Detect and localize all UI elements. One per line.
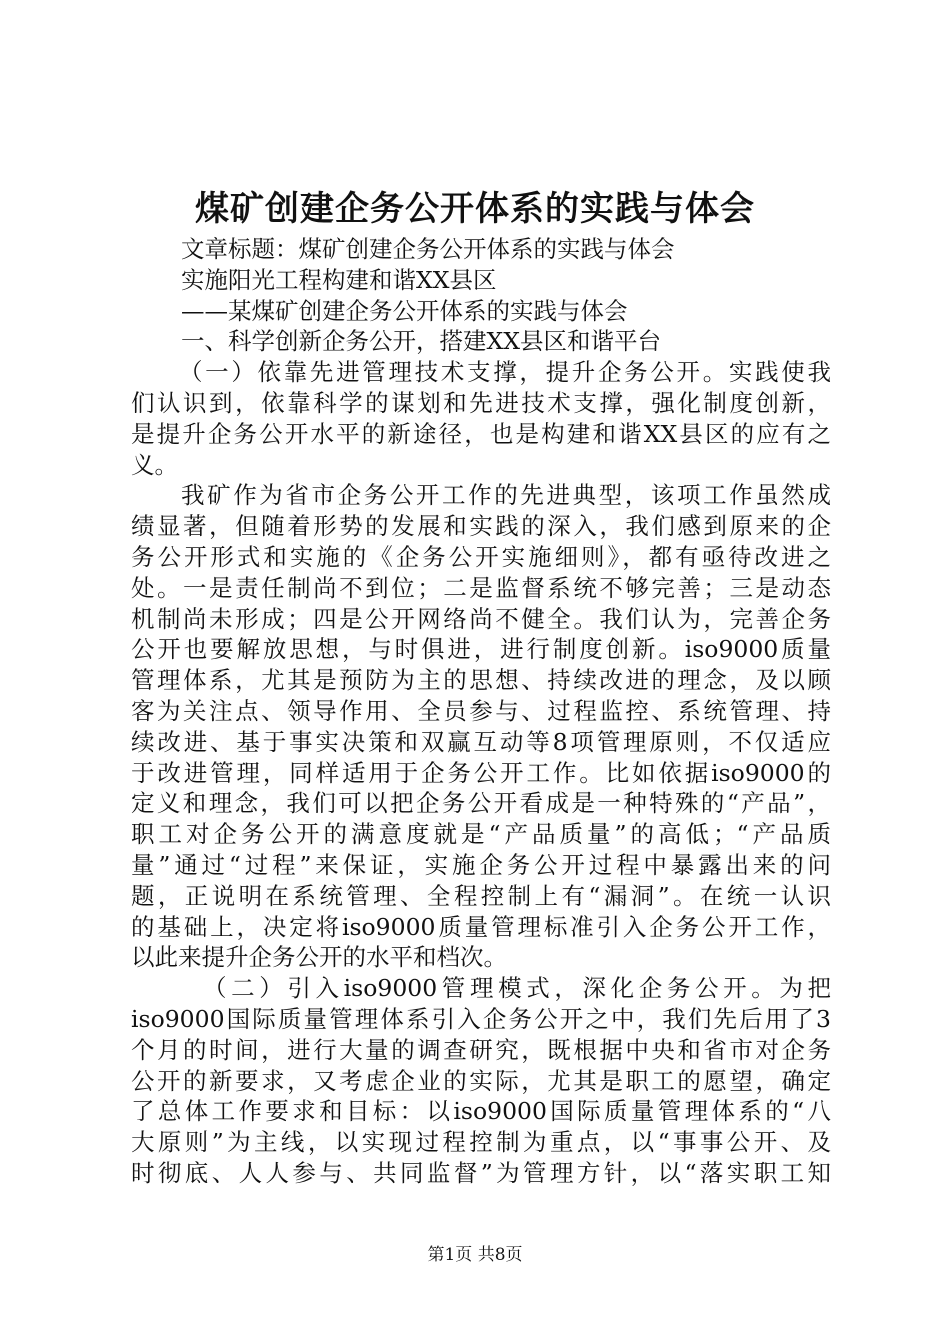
text-line: 个月的时间，进行大量的调查研究，既根据中央和省市对企务 bbox=[131, 1035, 831, 1064]
text-line: 于改进管理，同样适用于企务公开工作。比如依据iso9000的 bbox=[131, 758, 831, 787]
text-line: iso9000国际质量管理体系引入企务公开之中，我们先后用了3 bbox=[131, 1004, 831, 1033]
text-line: 处。一是责任制尚不到位；二是监督系统不够完善；三是动态 bbox=[131, 573, 831, 602]
text-line: 职工对企务公开的满意度就是“产品质量”的高低；“产品质 bbox=[131, 820, 831, 849]
text-line: 时彻底、人人参与、共同监督”为管理方针，以“落实职工知 bbox=[131, 1158, 831, 1187]
text-line: ——某煤矿创建企务公开体系的实践与体会 bbox=[181, 296, 628, 325]
text-line: 了总体工作要求和目标：以iso9000国际质量管理体系的“八 bbox=[131, 1097, 831, 1126]
text-line: 定义和理念，我们可以把企务公开看成是一种特殊的“产品”， bbox=[131, 789, 831, 818]
text-line: 务公开形式和实施的《企务公开实施细则》，都有亟待改进之 bbox=[131, 542, 831, 571]
text-line: 文章标题：煤矿创建企务公开体系的实践与体会 bbox=[181, 235, 675, 263]
text-line: 的基础上，决定将iso9000质量管理标准引入企务公开工作， bbox=[131, 912, 831, 941]
text-line: 公开的新要求，又考虑企业的实际，尤其是职工的愿望，确定 bbox=[131, 1066, 831, 1095]
text-line: （一）依靠先进管理技术支撑，提升企务公开。实践使我 bbox=[179, 358, 831, 387]
text-line: （二）引入iso9000管理模式，深化企务公开。为把 bbox=[203, 974, 831, 1003]
document-body bbox=[131, 234, 831, 1189]
text-line: 机制尚未形成；四是公开网络尚不健全。我们认为，完善企务 bbox=[131, 604, 831, 633]
text-line: 客为关注点、领导作用、全员参与、过程监控、系统管理、持 bbox=[131, 696, 831, 725]
document-title: 煤矿创建企务公开体系的实践与体会 bbox=[195, 189, 755, 229]
text-line: 题，正说明在系统管理、全程控制上有“漏洞”。在统一认识 bbox=[131, 881, 831, 910]
text-line: 续改进、基于事实决策和双赢互动等8项管理原则，不仅适应 bbox=[131, 727, 831, 756]
text-line: 大原则”为主线，以实现过程控制为重点，以“事事公开、及 bbox=[131, 1128, 831, 1157]
text-line: 我矿作为省市企务公开工作的先进典型，该项工作虽然成 bbox=[181, 481, 831, 510]
text-line: 公开也要解放思想，与时俱进，进行制度创新。iso9000质量 bbox=[131, 635, 831, 664]
text-line: 是提升企务公开水平的新途径，也是构建和谐XX县区的应有之 bbox=[131, 419, 831, 448]
text-line: 绩显著，但随着形势的发展和实践的深入，我们感到原来的企 bbox=[131, 512, 831, 541]
page-footer: 第1页 共8页 bbox=[427, 1245, 523, 1265]
text-line: 一、科学创新企务公开，搭建XX县区和谐平台 bbox=[181, 327, 661, 356]
text-line: 管理体系，尤其是预防为主的思想、持续改进的理念，及以顾 bbox=[131, 666, 831, 695]
text-line: 以此来提升企务公开的水平和档次。 bbox=[131, 943, 507, 972]
text-line: 义。 bbox=[131, 450, 178, 479]
text-line: 们认识到，依靠科学的谋划和先进技术支撑，强化制度创新， bbox=[131, 388, 831, 417]
text-line: 实施阳光工程构建和谐XX县区 bbox=[181, 265, 497, 294]
text-line: 量”通过“过程”来保证，实施企务公开过程中暴露出来的问 bbox=[131, 850, 831, 879]
